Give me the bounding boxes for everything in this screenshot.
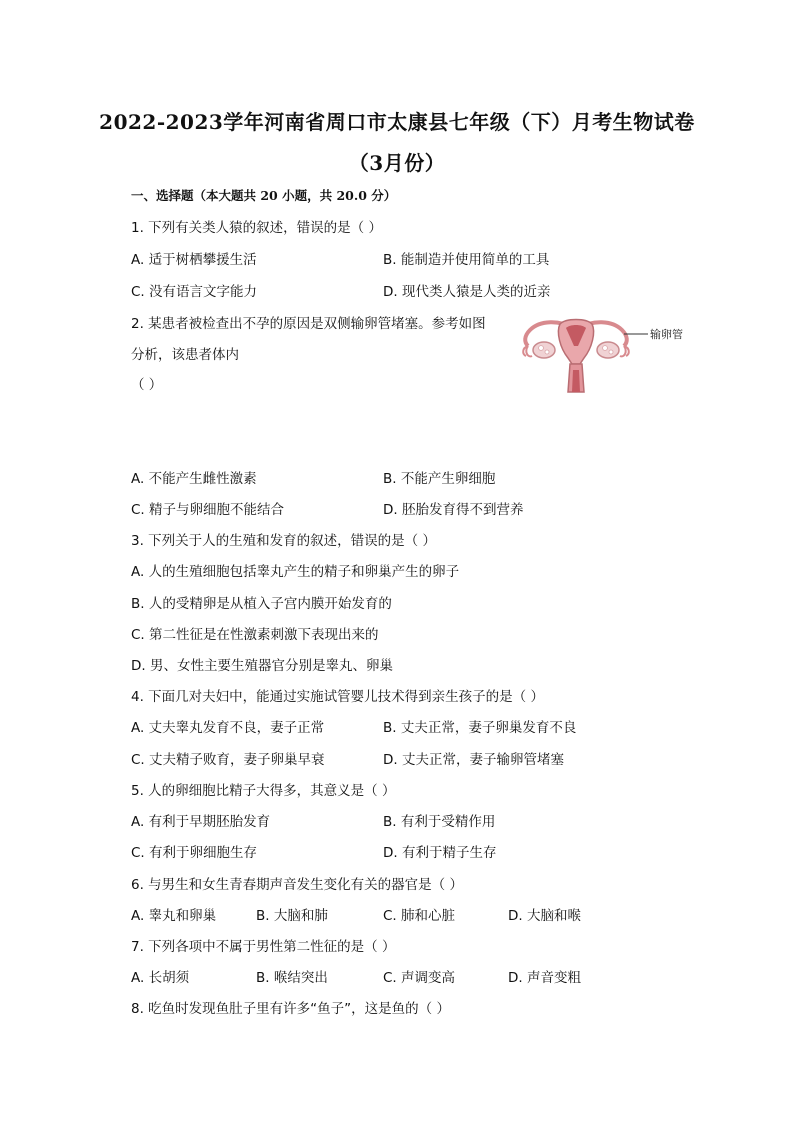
uterus-diagram-figure xyxy=(520,312,700,394)
fallopian-tube-label: 输卵管 xyxy=(650,328,683,341)
question-4-option-d: D. 丈夫正常，妻子输卵管堵塞 xyxy=(383,752,564,768)
question-5-option-c: C. 有利于卵细胞生存 xyxy=(131,845,258,861)
question-2-stem-line2: 分析，该患者体内 xyxy=(131,347,239,363)
question-6-option-a: A. 睾丸和卵巢 xyxy=(131,908,217,924)
question-1-stem: 1. 下列有关类人猿的叙述，错误的是（ ） xyxy=(131,220,382,236)
question-3-option-b: B. 人的受精卵是从植入子宫内膜开始发育的 xyxy=(131,596,392,612)
question-4-option-b: B. 丈夫正常，妻子卵巢发育不良 xyxy=(383,720,577,736)
uterus-diagram-image xyxy=(520,312,700,394)
question-1-option-a: A. 适于树栖攀援生活 xyxy=(131,252,257,268)
question-4-option-a: A. 丈夫睾丸发育不良，妻子正常 xyxy=(131,720,325,736)
question-7-option-c: C. 声调变高 xyxy=(383,970,456,986)
question-2-option-c: C. 精子与卵细胞不能结合 xyxy=(131,502,285,518)
question-1-option-d: D. 现代类人猿是人类的近亲 xyxy=(383,284,551,300)
question-2-option-a: A. 不能产生雌性激素 xyxy=(131,471,257,487)
question-5-option-a: A. 有利于早期胚胎发育 xyxy=(131,814,271,830)
question-4-stem: 4. 下面几对夫妇中，能通过实施试管婴儿技术得到亲生孩子的是（ ） xyxy=(131,689,544,705)
question-3-option-a: A. 人的生殖细胞包括睾丸产生的精子和卵巢产生的卵子 xyxy=(131,564,460,580)
question-7-option-d: D. 声音变粗 xyxy=(508,970,581,986)
exam-title-line2: （3月份） xyxy=(348,151,446,175)
question-2-option-b: B. 不能产生卵细胞 xyxy=(383,471,496,487)
question-1-option-b: B. 能制造并使用简单的工具 xyxy=(383,252,550,268)
question-7-stem: 7. 下列各项中不属于男性第二性征的是（ ） xyxy=(131,939,396,955)
question-6-option-c: C. 肺和心脏 xyxy=(383,908,456,924)
question-3-option-c: C. 第二性征是在性激素刺激下表现出来的 xyxy=(131,627,379,643)
question-7-option-a: A. 长胡须 xyxy=(131,970,190,986)
section-heading: 一、选择题（本大题共 20 小题，共 20.0 分） xyxy=(131,188,397,203)
question-6-option-b: B. 大脑和肺 xyxy=(256,908,328,924)
question-2-stem-line1: 2. 某患者被检查出不孕的原因是双侧输卵管堵塞。参考如图 xyxy=(131,316,486,332)
question-5-stem: 5. 人的卵细胞比精子大得多，其意义是（ ） xyxy=(131,783,396,799)
question-2-option-d: D. 胚胎发育得不到营养 xyxy=(383,502,524,518)
question-2-stem-line3: （ ） xyxy=(131,377,163,393)
question-7-option-b: B. 喉结突出 xyxy=(256,970,328,986)
question-3-stem: 3. 下列关于人的生殖和发育的叙述，错误的是（ ） xyxy=(131,533,436,549)
exam-title-line1: 2022-2023学年河南省周口市太康县七年级（下）月考生物试卷 xyxy=(99,110,695,134)
question-3-option-d: D. 男、女性主要生殖器官分别是睾丸、卵巢 xyxy=(131,658,393,674)
question-4-option-c: C. 丈夫精子败育，妻子卵巢早衰 xyxy=(131,752,325,768)
question-8-stem: 8. 吃鱼时发现鱼肚子里有许多“鱼子”，这是鱼的（ ） xyxy=(131,1001,450,1017)
question-1-option-c: C. 没有语言文字能力 xyxy=(131,284,258,300)
question-6-stem: 6. 与男生和女生青春期声音发生变化有关的器官是（ ） xyxy=(131,877,463,893)
question-5-option-d: D. 有利于精子生存 xyxy=(383,845,497,861)
question-6-option-d: D. 大脑和喉 xyxy=(508,908,581,924)
question-5-option-b: B. 有利于受精作用 xyxy=(383,814,496,830)
